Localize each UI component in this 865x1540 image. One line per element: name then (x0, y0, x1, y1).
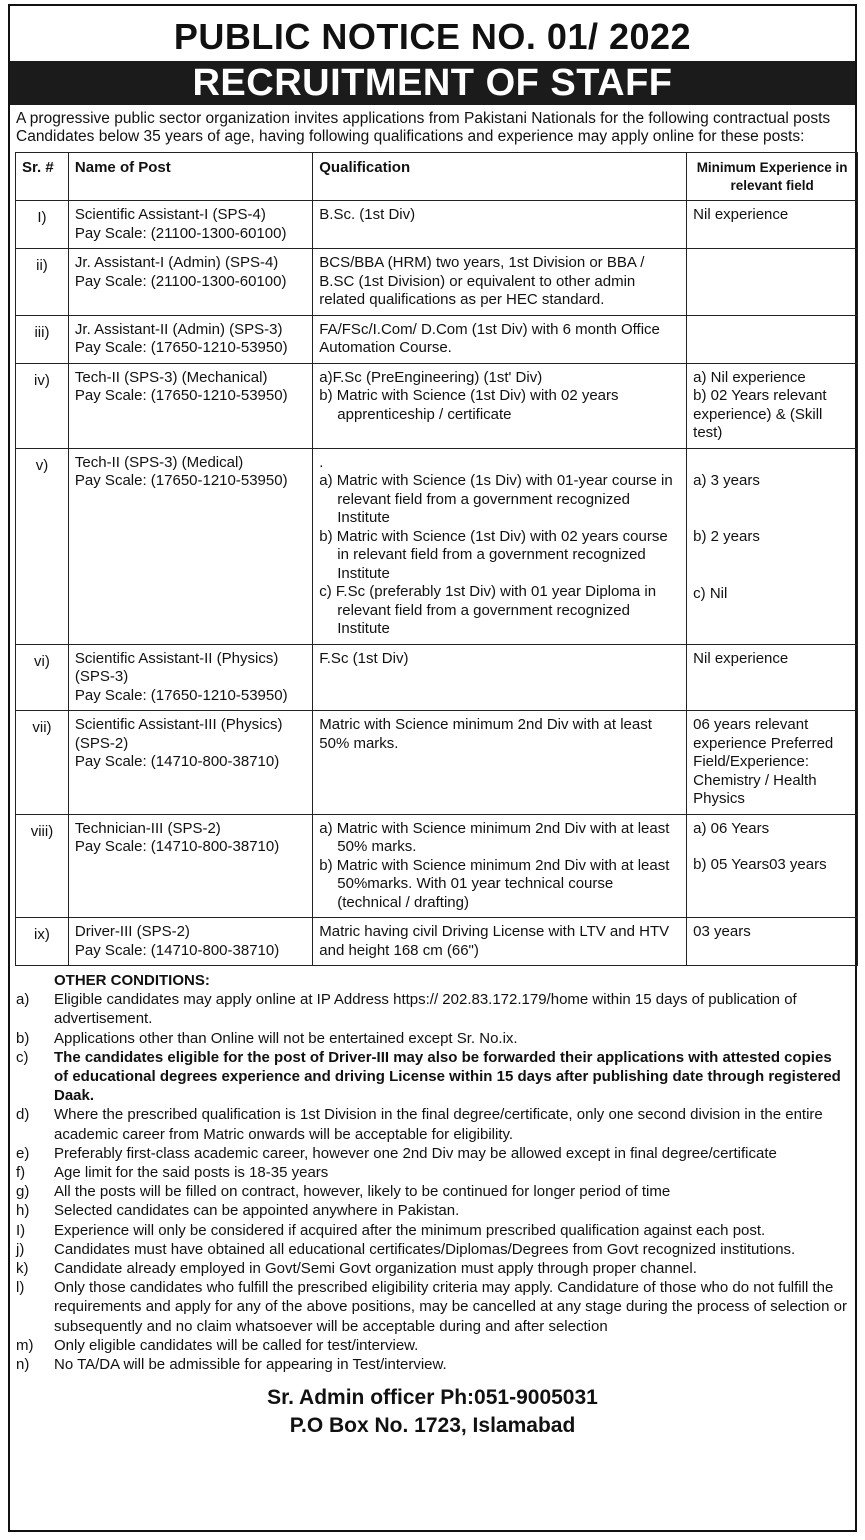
condition-item (16, 1163, 849, 1182)
condition-text: Preferably first-class academic career, however one 2nd Div may be allowed except in final degree/certificate (54, 1144, 777, 1162)
table-header-row (16, 153, 858, 201)
row-experience-line: Nil experience (693, 649, 789, 667)
condition-letter: d) (16, 1106, 30, 1124)
conditions-heading: OTHER CONDITIONS: (54, 972, 210, 989)
row-post (68, 918, 312, 966)
condition-item (16, 990, 849, 1028)
row-post-line: Driver-III (SPS-2) (74, 923, 190, 940)
row-qualification-line: b) Matric with Science (1st Div) with 02 years apprenticeship / certificate (319, 387, 619, 423)
row-post-line: Pay Scale: (14710-800-38710) (74, 838, 280, 855)
row-post-line: Pay Scale: (21100-1300-60100) (74, 272, 287, 290)
condition-text: Applications other than Online will not be entertained except Sr. No.ix. (54, 1029, 518, 1047)
footer (10, 1384, 855, 1440)
row-post-line: Pay Scale: (14710-800-38710) (74, 941, 280, 959)
condition-item (16, 1259, 849, 1278)
row-post (68, 711, 312, 815)
condition-item (16, 1278, 849, 1336)
condition-item (16, 1029, 849, 1048)
row-qualification-line: a) Matric with Science minimum 2nd Div with at least 50% marks. (319, 819, 670, 855)
other-conditions (10, 966, 855, 1374)
row-experience (687, 814, 858, 918)
table-row (16, 711, 858, 815)
table-row (16, 315, 858, 363)
row-experience-line: b) 05 Years03 years (693, 856, 827, 873)
row-post-line: Jr. Assistant-II (Admin) (SPS-3) (74, 320, 283, 338)
row-experience-line: c) Nil (693, 584, 728, 602)
row-post-line: Scientific Assistant-II (Physics) (SPS-3) (74, 649, 279, 685)
condition-letter: e) (16, 1144, 30, 1162)
row-qualification (313, 711, 687, 815)
row-qualification (313, 201, 687, 249)
header-experience: Minimum Experience in relevant field (687, 153, 858, 201)
row-post-line: Pay Scale: (17650-1210-53950) (74, 387, 288, 404)
row-experience (687, 711, 858, 815)
intro-paragraph: A progressive public sector organization invites applications from Pakistani Nationals for the following contractual posts Candidates below 35 years of age, having following qualifications and experience may apply online for these posts: (16, 110, 831, 145)
row-qualification-line: BCS/BBA (HRM) two years, 1st Division or BBA / B.SC (1st Division) or equivalent to other admin related qualifications as per HEC standard. (319, 254, 645, 308)
condition-item (16, 1221, 849, 1240)
row-qualification (313, 363, 687, 448)
row-post-line: Tech-II (SPS-3) (Medical) (74, 453, 244, 471)
header-sr: Sr. # (16, 153, 69, 201)
row-experience (687, 315, 858, 363)
condition-letter: a) (16, 991, 30, 1009)
row-qualification-line: a)F.Sc (PreEngineering) (1st' Div) (319, 368, 543, 386)
row-qualification-line: a) Matric with Science (1s Div) with 01-year course in relevant field from a government recognized Institute (319, 472, 673, 526)
condition-letter: j) (16, 1240, 25, 1258)
row-post-line: Technician-III (SPS-2) (74, 819, 221, 837)
row-experience-line: b) 2 years (693, 528, 760, 545)
row-experience (687, 448, 858, 644)
condition-text: Selected candidates can be appointed anywhere in Pakistan. (54, 1202, 460, 1220)
row-experience-line: 03 years (693, 923, 751, 940)
condition-text: Candidate already employed in Govt/Semi Govt organization must apply through proper channel. (54, 1260, 697, 1278)
row-qualification (313, 918, 687, 966)
row-sr: v) (16, 448, 69, 644)
footer-address: P.O Box No. 1723, Islamabad (289, 1414, 576, 1438)
row-qualification-line: B.Sc. (1st Div) (319, 206, 416, 223)
row-experience (687, 644, 858, 711)
row-experience (687, 249, 858, 316)
condition-item (16, 1201, 849, 1220)
footer-contact: Sr. Admin officer Ph:051-9005031 (267, 1386, 598, 1410)
row-post (68, 448, 312, 644)
header-qualification: Qualification (313, 153, 687, 201)
row-post (68, 363, 312, 448)
table-row (16, 814, 858, 918)
row-post-line: Pay Scale: (17650-1210-53950) (74, 472, 288, 489)
row-qualification (313, 814, 687, 918)
row-post (68, 315, 312, 363)
condition-text: Only those candidates who fulfill the prescribed eligibility criteria may apply. Candidature of those who do not fulfill the requirements and apply for any of the above positions, may be cancelled at any stage during the process of selection or subsequently and no claim whatsoever will be acceptable during and after selection (54, 1279, 847, 1335)
condition-letter: f) (16, 1164, 26, 1182)
row-qualification-line: FA/FSc/I.Com/ D.Com (1st Div) with 6 month Office Automation Course. (319, 320, 660, 356)
condition-text: Eligible candidates may apply online at IP Address https:// 202.83.172.179/home within 15 days of publication of advertisement. (54, 991, 797, 1028)
row-experience-line: a) 06 Years (693, 819, 770, 837)
row-sr: viii) (16, 814, 69, 918)
table-row (16, 644, 858, 711)
condition-item (16, 1105, 849, 1143)
row-qualification-line: c) F.Sc (preferably 1st Div) with 01 year Diploma in relevant field from a government recognized Institute (319, 583, 657, 637)
condition-letter: m) (16, 1336, 34, 1354)
row-post (68, 249, 312, 316)
table-row (16, 201, 858, 249)
row-post-line: Pay Scale: (17650-1210-53950) (74, 339, 288, 356)
row-qualification (313, 315, 687, 363)
row-sr: vi) (16, 644, 69, 711)
condition-item (16, 1144, 849, 1163)
row-post (68, 201, 312, 249)
posts-table (15, 152, 858, 966)
row-sr: ix) (16, 918, 69, 966)
row-qualification (313, 644, 687, 711)
row-experience (687, 918, 858, 966)
table-row (16, 363, 858, 448)
row-post-line: Pay Scale: (14710-800-38710) (74, 753, 280, 770)
condition-text: Where the prescribed qualification is 1st Division in the final degree/certificate, only one second division in the entire academic career from Matric onwards will be acceptable for eligibility. (54, 1106, 823, 1143)
header-post: Name of Post (68, 153, 312, 201)
condition-item (16, 1240, 849, 1259)
condition-text: Only eligible candidates will be called for test/interview. (54, 1336, 419, 1354)
row-qualification-line: Matric with Science minimum 2nd Div with at least 50% marks. (319, 716, 652, 752)
condition-item (16, 1048, 849, 1106)
condition-letter: b) (16, 1029, 30, 1047)
conditions-list (16, 990, 849, 1374)
row-qualification-line: b) Matric with Science (1st Div) with 02 years course in relevant field from a government recognized Institute (319, 527, 668, 582)
row-experience-line: b) 02 Years relevant experience) & (Skill test) (693, 387, 827, 441)
condition-text: All the posts will be filled on contract, however, likely to be continued for longer period of time (54, 1183, 671, 1201)
row-post-line: Tech-II (SPS-3) (Mechanical) (74, 368, 268, 386)
notice-number: PUBLIC NOTICE NO. 01/ 2022 (173, 16, 692, 57)
row-qualification-line: . (319, 453, 324, 471)
condition-text: The candidates eligible for the post of Driver-III may also be forwarded their applications with attested copies of educational degrees experience and driving License within 15 days after publishing date through registered Daak. (54, 1048, 841, 1105)
condition-text: Experience will only be considered if acquired after the minimum prescribed qualification against each post. (54, 1221, 766, 1239)
row-post-line: Pay Scale: (21100-1300-60100) (74, 224, 287, 242)
row-sr: ii) (16, 249, 69, 316)
condition-item (16, 1355, 849, 1374)
condition-text: No TA/DA will be admissible for appearing in Test/interview. (54, 1356, 447, 1374)
condition-letter: n) (16, 1356, 30, 1374)
row-experience (687, 201, 858, 249)
row-post-line: Pay Scale: (17650-1210-53950) (74, 686, 288, 704)
row-experience-line: a) 3 years (693, 471, 760, 489)
row-sr: iv) (16, 363, 69, 448)
row-post-line: Scientific Assistant-I (SPS-4) (74, 206, 266, 223)
row-qualification-line: b) Matric with Science minimum 2nd Div with at least 50%marks. With 01 year technical course (technical / drafting) (319, 856, 670, 911)
condition-text: Age limit for the said posts is 18-35 years (54, 1164, 329, 1182)
condition-letter: k) (16, 1260, 29, 1278)
row-qualification-line: F.Sc (1st Div) (319, 649, 409, 667)
row-experience-line: Nil experience (693, 206, 789, 223)
row-experience-line: 06 years relevant experience Preferred Field/Experience: Chemistry / Health Physics (693, 716, 834, 807)
condition-letter: h) (16, 1202, 30, 1220)
row-post (68, 814, 312, 918)
row-post-line: Scientific Assistant-III (Physics) (SPS-2) (74, 716, 283, 752)
condition-item (16, 1182, 849, 1201)
row-sr: iii) (16, 315, 69, 363)
table-body (16, 201, 858, 966)
row-qualification (313, 249, 687, 316)
page-title: RECRUITMENT OF STAFF (10, 61, 855, 105)
row-qualification (313, 448, 687, 644)
condition-letter: g) (16, 1183, 30, 1201)
row-post (68, 644, 312, 711)
table-row (16, 448, 858, 644)
row-sr: vii) (16, 711, 69, 815)
table-row (16, 249, 858, 316)
condition-letter: c) (16, 1048, 29, 1066)
row-sr: I) (16, 201, 69, 249)
row-experience-line: a) Nil experience (693, 368, 806, 386)
condition-text: Candidates must have obtained all educational certificates/Diplomas/Degrees from Govt recognized institutions. (54, 1240, 796, 1258)
notice-page (8, 4, 857, 1532)
condition-letter: I) (16, 1221, 26, 1239)
row-experience (687, 363, 858, 448)
row-qualification-line: Matric having civil Driving License with LTV and HTV and height 168 cm (66") (319, 923, 670, 959)
condition-letter: l) (16, 1279, 25, 1297)
row-post-line: Jr. Assistant-I (Admin) (SPS-4) (74, 254, 279, 271)
table-row (16, 918, 858, 966)
condition-item (16, 1336, 849, 1355)
